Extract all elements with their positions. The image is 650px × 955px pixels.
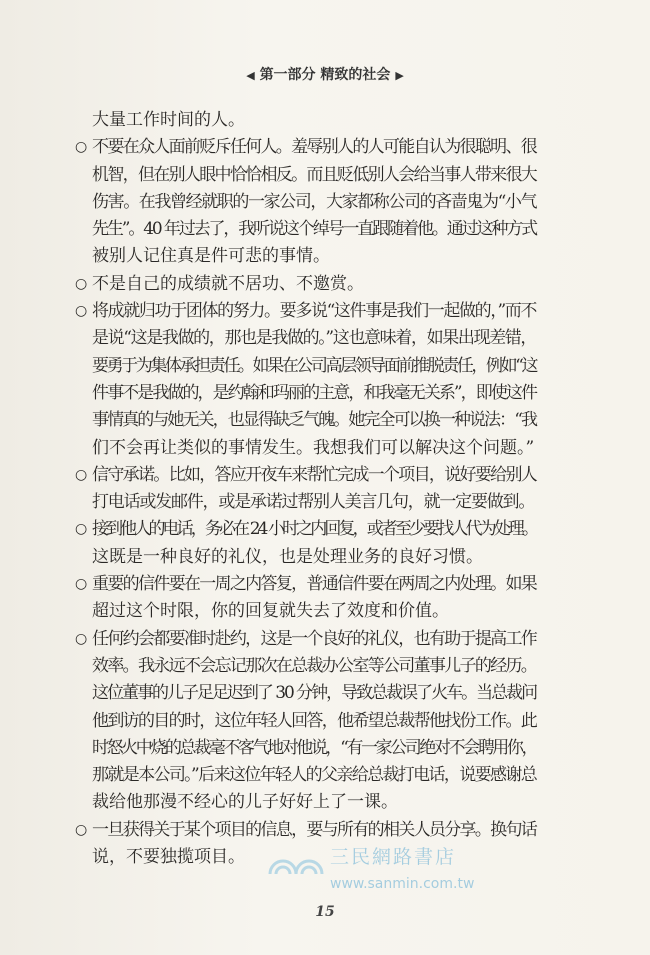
bullet-circle-icon: ○	[75, 139, 88, 156]
paragraph	[75, 817, 536, 872]
text-line	[92, 107, 536, 134]
text-line	[75, 134, 536, 161]
text-line	[92, 680, 536, 707]
paragraph	[75, 134, 536, 270]
line-text: 这位董事的儿子足足迟到了 30 分钟，导致总裁误了火车。当总裁问	[92, 683, 536, 704]
text-line	[92, 189, 536, 216]
page-number: 15	[315, 904, 335, 920]
line-text: 信守承诺。比如，答应开夜车来帮忙完成一个项目，说好要给别人	[92, 464, 536, 485]
text-line	[75, 571, 536, 598]
line-text: 不是自己的成绩就不居功、不邀赏。	[92, 273, 364, 294]
text-line	[92, 162, 536, 189]
text-line	[92, 353, 536, 380]
body-text	[75, 107, 536, 871]
line-text: 大量工作时间的人。	[92, 110, 245, 130]
line-text: 这既是一种良好的礼仪，也是处理业务的良好习惯。	[92, 546, 483, 567]
text-line	[92, 544, 536, 571]
text-line	[75, 298, 536, 325]
running-header	[0, 64, 650, 84]
right-triangle-icon: ▶	[395, 69, 404, 82]
line-text: 事情真的与她无关，也显得缺乏气魄。她完全可以换一种说法：“我	[92, 410, 536, 431]
bullet-circle-icon: ○	[75, 303, 88, 320]
line-text: 那就是本公司。”后来这位年轻人的父亲给总裁打电话，说要感谢总	[92, 765, 536, 786]
line-text: 要勇于为集体承担责任。如果在公司高层领导面前推脱责任，例如“这	[92, 355, 536, 376]
text-line	[75, 626, 536, 653]
text-line	[75, 462, 536, 489]
text-line	[92, 380, 536, 407]
line-text: 说，不要独揽项目。	[92, 847, 245, 868]
text-line	[92, 489, 536, 516]
text-line	[92, 325, 536, 352]
paragraph	[75, 462, 536, 517]
paragraph	[92, 107, 536, 134]
bullet-circle-icon: ○	[75, 521, 88, 538]
paragraph	[75, 571, 536, 626]
bullet-circle-icon: ○	[75, 576, 88, 593]
text-line	[92, 735, 536, 762]
text-line	[92, 653, 536, 680]
text-line	[92, 789, 536, 816]
watermark-url: www.sanmin.com.tw	[330, 876, 475, 892]
line-text: 他到访的目的时，这位年轻人回答，他希望总裁帮他找份工作。此	[92, 710, 536, 731]
line-text: 时怒火中烧的总裁毫不客气地对他说，“有一家公司绝对不会聘用你，	[92, 737, 536, 758]
line-text: 机智，但在别人眼中恰恰相反。而且贬低别人会给当事人带来很大	[92, 164, 536, 185]
line-text: 件事不是我做的，是约翰和玛丽的主意，和我毫无关系”，即使这件	[92, 382, 536, 403]
watermark-name: 三民網路書店	[330, 846, 457, 868]
text-line	[92, 708, 536, 735]
text-line	[92, 216, 536, 243]
line-text: 先生”。40 年过去了，我听说这个绰号一直跟随着他。通过这种方式	[92, 219, 536, 240]
text-line	[75, 271, 536, 298]
line-text: 重要的信件要在一周之内答复，普通信件要在两周之内处理。如果	[92, 574, 536, 595]
bullet-circle-icon: ○	[75, 630, 88, 647]
line-text: 们不会再让类似的事情发生。我想我们可以解决这个问题。”	[92, 437, 535, 458]
text-line	[92, 435, 536, 462]
line-text: 接到他人的电话，务必在 24 小时之内回复，或者至少要找人代为处理。	[92, 519, 536, 540]
text-line	[75, 817, 536, 844]
text-line	[92, 762, 536, 789]
bullet-circle-icon: ○	[75, 821, 88, 838]
line-text: 一旦获得关于某个项目的信息，要与所有的相关人员分享。换句话	[92, 819, 536, 840]
text-line	[92, 844, 536, 871]
paragraph	[75, 271, 536, 298]
line-text: 效率。我永远不会忘记那次在总裁办公室等公司董事儿子的经历。	[92, 655, 536, 676]
line-text: 打电话或发邮件，或是承诺过帮别人美言几句，就一定要做到。	[92, 492, 535, 513]
line-text: 伤害。在我曾经就职的一家公司，大家都称公司的吝啬鬼为“小气	[92, 191, 536, 212]
paragraph	[75, 298, 536, 462]
bullet-circle-icon: ○	[75, 275, 88, 292]
line-text: 不要在众人面前贬斥任何人。羞辱别人的人可能自认为很聪明、很	[92, 137, 536, 158]
text-line	[92, 407, 536, 434]
paragraph	[75, 626, 536, 817]
header-title: 第一部分 精致的社会	[259, 67, 391, 83]
text-line	[75, 516, 536, 543]
text-line	[92, 598, 536, 625]
left-triangle-icon: ◀	[246, 69, 255, 82]
line-text: 超过这个时限，你的回复就失去了效度和价值。	[92, 601, 449, 622]
line-text: 被别人记住真是件可悲的事情。	[92, 246, 330, 267]
paragraph	[75, 516, 536, 571]
line-text: 是说“这是我做的，那也是我做的。”这也意味着，如果出现差错，	[92, 328, 536, 349]
bullet-circle-icon: ○	[75, 466, 88, 483]
line-text: 任何约会都要准时赴约，这是一个良好的礼仪，也有助于提高工作	[92, 628, 536, 649]
line-text: 将成就归功于团体的努力。要多说“这件事是我们一起做的，”而不	[92, 301, 536, 322]
line-text: 裁给他那漫不经心的儿子好好上了一课。	[92, 792, 398, 813]
text-line	[92, 243, 536, 270]
